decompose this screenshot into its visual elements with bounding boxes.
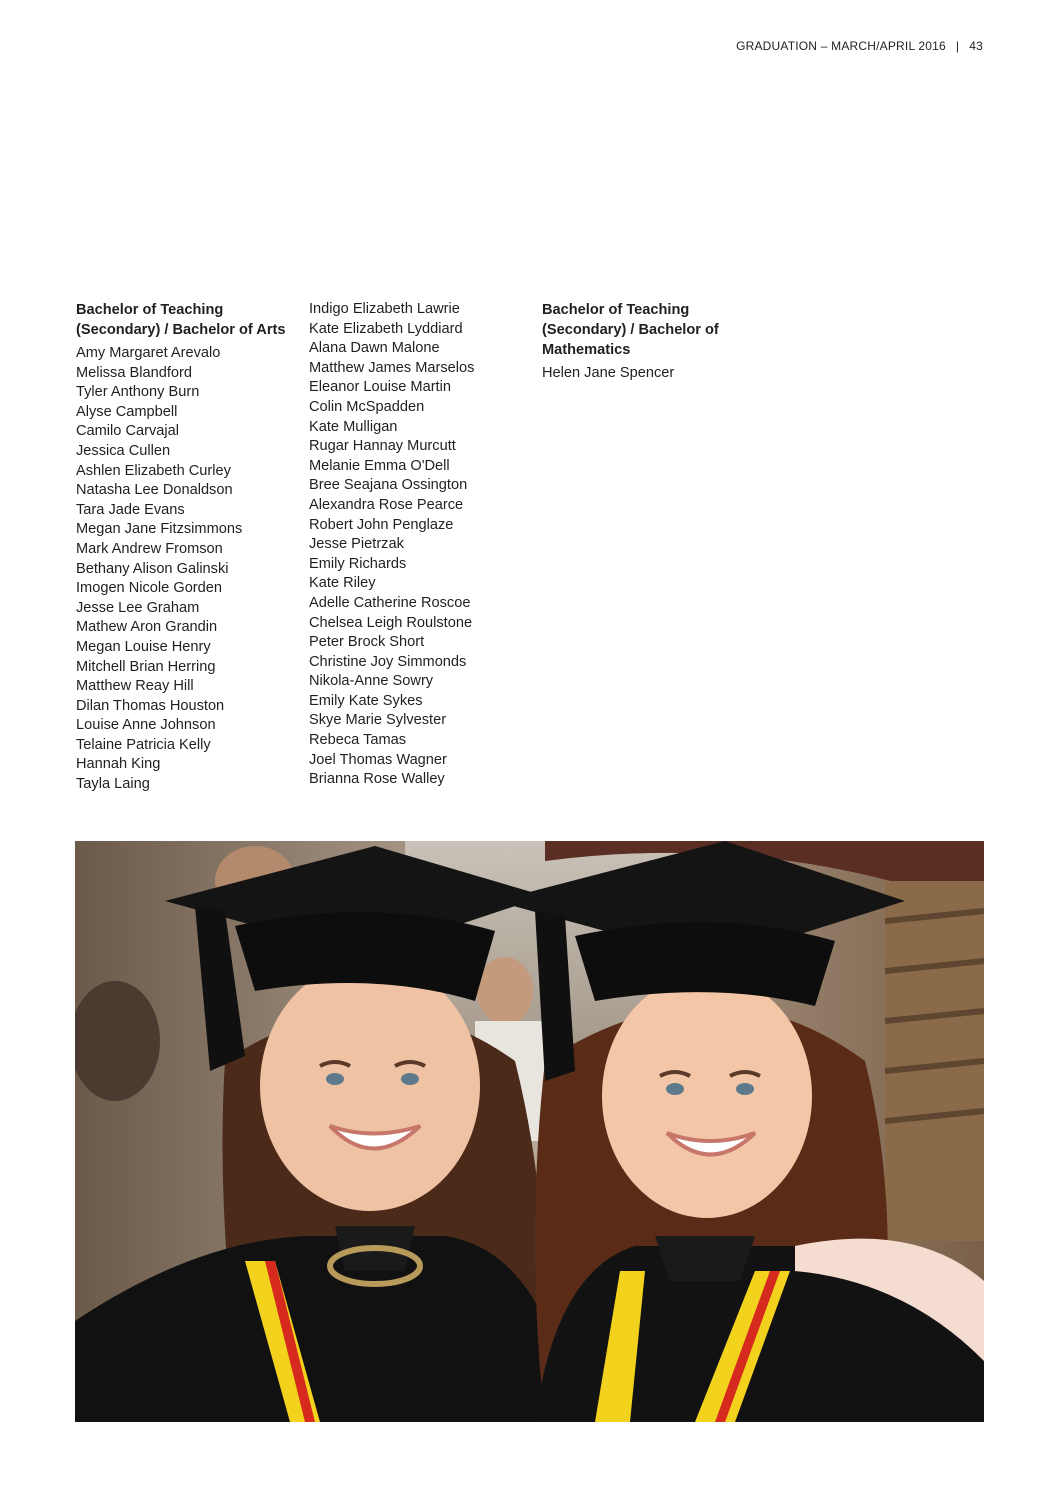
graduate-name: Alexandra Rose Pearce bbox=[309, 496, 464, 513]
graduate-name: Colin McSpadden bbox=[309, 398, 425, 415]
running-head bbox=[736, 39, 983, 53]
graduate-name: Bethany Alison Galinski bbox=[76, 560, 229, 577]
graduate-name: Kate Mulligan bbox=[309, 418, 398, 435]
graduate-name: Chelsea Leigh Roulstone bbox=[309, 614, 473, 631]
graduate-name: Amy Margaret Arevalo bbox=[76, 345, 221, 361]
graduate-name: Natasha Lee Donaldson bbox=[76, 482, 233, 499]
publication-title: GRADUATION – MARCH/APRIL 2016 bbox=[736, 39, 946, 53]
graduate-name: Helen Jane Spencer bbox=[542, 365, 675, 381]
degree-heading: Bachelor of Teaching (Secondary) / Bachelor of Mathematics bbox=[542, 302, 719, 358]
graduate-name: Joel Thomas Wagner bbox=[309, 751, 447, 768]
graduate-name-list bbox=[542, 364, 752, 384]
graduate-name: Christine Joy Simmonds bbox=[309, 653, 467, 670]
graduate-name: Emily Richards bbox=[309, 555, 407, 572]
graduate-name: Tara Jade Evans bbox=[76, 501, 185, 518]
graduate-name: Hannah King bbox=[76, 756, 161, 773]
graduate-name: Alyse Campbell bbox=[76, 403, 178, 420]
degree-column-2 bbox=[309, 300, 519, 790]
graduate-name-list bbox=[76, 344, 286, 795]
degree-column-1 bbox=[76, 300, 286, 795]
graduate-name: Mathew Aron Grandin bbox=[76, 619, 218, 636]
graduate-name: Mark Andrew Fromson bbox=[76, 540, 223, 557]
graduate-name: Kate Riley bbox=[309, 575, 376, 592]
graduates-photo-illustration bbox=[75, 841, 984, 1422]
header-separator: | bbox=[955, 39, 960, 53]
graduate-name: Nikola-Anne Sowry bbox=[309, 673, 434, 690]
graduate-name: Telaine Patricia Kelly bbox=[76, 736, 211, 753]
graduate-name: Rebeca Tamas bbox=[309, 732, 407, 749]
graduate-name: Dilan Thomas Houston bbox=[76, 697, 225, 714]
graduate-name: Adelle Catherine Roscoe bbox=[309, 594, 471, 611]
graduate-name: Melissa Blandford bbox=[76, 364, 192, 381]
graduate-name: Bree Seajana Ossington bbox=[309, 477, 468, 494]
degree-column-3 bbox=[542, 300, 752, 384]
graduate-name: Megan Jane Fitzsimmons bbox=[76, 521, 243, 538]
graduate-name: Matthew Reay Hill bbox=[76, 678, 194, 695]
graduate-name: Jesse Lee Graham bbox=[76, 599, 200, 616]
graduate-name: Robert John Penglaze bbox=[309, 516, 454, 533]
graduate-name: Matthew James Marselos bbox=[309, 359, 475, 376]
page-number: 43 bbox=[969, 39, 983, 53]
graduate-name: Imogen Nicole Gorden bbox=[76, 580, 223, 597]
graduate-name: Emily Kate Sykes bbox=[309, 692, 423, 709]
graduates-photo bbox=[75, 841, 984, 1422]
graduate-name-list bbox=[309, 300, 519, 790]
graduate-name: Megan Louise Henry bbox=[76, 638, 211, 655]
graduate-name: Alana Dawn Malone bbox=[309, 340, 440, 357]
graduate-name: Mitchell Brian Herring bbox=[76, 658, 216, 675]
graduate-name: Camilo Carvajal bbox=[76, 423, 179, 440]
graduate-name: Rugar Hannay Murcutt bbox=[309, 438, 456, 455]
graduate-name: Kate Elizabeth Lyddiard bbox=[309, 320, 463, 337]
graduate-name: Tyler Anthony Burn bbox=[76, 384, 200, 401]
graduate-name: Jesse Pietrzak bbox=[309, 536, 404, 553]
graduate-name: Louise Anne Johnson bbox=[76, 717, 216, 734]
graduate-name: Skye Marie Sylvester bbox=[309, 712, 447, 729]
degree-heading: Bachelor of Teaching (Secondary) / Bachelor of Arts bbox=[76, 302, 286, 338]
graduate-name: Eleanor Louise Martin bbox=[309, 379, 451, 396]
graduate-name: Jessica Cullen bbox=[76, 442, 171, 459]
graduate-name: Brianna Rose Walley bbox=[309, 771, 445, 788]
graduate-name: Ashlen Elizabeth Curley bbox=[76, 462, 231, 479]
graduate-name: Tayla Laing bbox=[76, 776, 150, 793]
graduate-name: Peter Brock Short bbox=[309, 634, 425, 651]
graduate-name: Melanie Emma O'Dell bbox=[309, 457, 450, 474]
graduate-name: Indigo Elizabeth Lawrie bbox=[309, 301, 460, 317]
